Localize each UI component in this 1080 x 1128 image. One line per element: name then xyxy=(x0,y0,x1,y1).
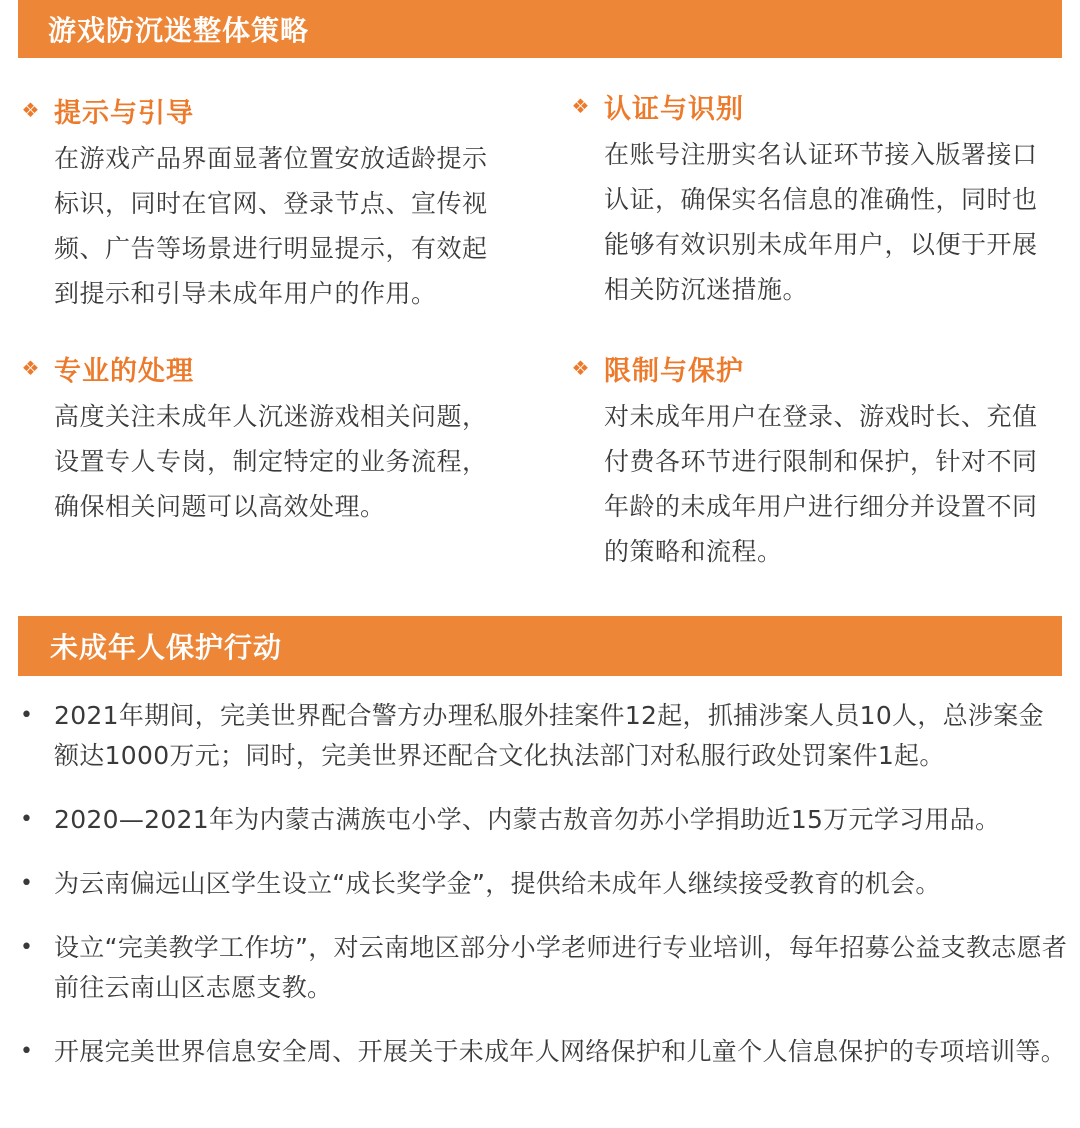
list-item-text: 开展完美世界信息安全周、开展关于未成年人网络保护和儿童个人信息保护的专项培训等。 xyxy=(54,1037,1067,1066)
bullet-dot-icon: • xyxy=(20,935,34,960)
bullet-dot-icon: • xyxy=(20,703,34,728)
list-item xyxy=(18,1032,1068,1072)
bullet-dot-icon: • xyxy=(20,1039,34,1064)
section-title: 游戏防沉迷整体策略 xyxy=(48,14,310,47)
list-item-text: 设立“完美教学工作坊”，对云南地区部分小学老师进行专业培训，每年招募公益支教志愿者前往云南山区志愿支教。 xyxy=(54,933,1068,1002)
block-body: 在游戏产品界面显著位置安放适龄提示标识，同时在官网、登录节点、宣传视频、广告等场景进行明显提示，有效起到提示和引导未成年用户的作用。 xyxy=(54,144,488,308)
list-item xyxy=(18,928,1068,1008)
block-body: 高度关注未成年人沉迷游戏相关问题，设置专人专岗，制定特定的业务流程，确保相关问题可以高效处理。 xyxy=(54,402,488,521)
bullet-dot-icon: • xyxy=(20,871,34,896)
block-title: 提示与引导 xyxy=(54,97,194,129)
diamond-bullet-icon: ❖ xyxy=(21,356,41,380)
strategy-block-restrict-protect xyxy=(568,350,1038,574)
list-item xyxy=(18,800,1068,840)
list-item-text: 为云南偏远山区学生设立“成长奖学金”，提供给未成年人继续接受教育的机会。 xyxy=(54,869,941,898)
section-header-minor-protection xyxy=(18,616,1062,676)
list-item-text: 2020—2021年为内蒙古满族屯小学、内蒙古敖音勿苏小学捐助近15万元学习用品。 xyxy=(54,805,1001,834)
diamond-bullet-icon: ❖ xyxy=(21,98,41,122)
strategy-block-professional-handling xyxy=(18,350,488,529)
list-item-text: 2021年期间，完美世界配合警方办理私服外挂案件12起，抓捕涉案人员10人，总涉案金额达1000万元；同时，完美世界还配合文化执法部门对私服行政处罚案件1起。 xyxy=(54,701,1044,770)
section-header-strategy xyxy=(18,0,1062,58)
block-title: 认证与识别 xyxy=(604,93,744,125)
block-title: 限制与保护 xyxy=(604,355,744,387)
list-item xyxy=(18,696,1068,776)
list-item xyxy=(18,864,1068,904)
bullet-dot-icon: • xyxy=(20,807,34,832)
diamond-bullet-icon: ❖ xyxy=(571,94,591,118)
diamond-bullet-icon: ❖ xyxy=(571,356,591,380)
block-body: 在账号注册实名认证环节接入版署接口认证，确保实名信息的准确性，同时也能够有效识别未成年用户，以便于开展相关防沉迷措施。 xyxy=(604,140,1038,304)
block-title: 专业的处理 xyxy=(54,355,194,387)
strategy-block-prompt-guide xyxy=(18,92,488,316)
block-body: 对未成年用户在登录、游戏时长、充值付费各环节进行限制和保护，针对不同年龄的未成年用户进行细分并设置不同的策略和流程。 xyxy=(604,402,1038,566)
strategy-block-auth-identify xyxy=(568,88,1038,312)
section-title: 未成年人保护行动 xyxy=(50,631,283,664)
action-list xyxy=(18,696,1068,1096)
